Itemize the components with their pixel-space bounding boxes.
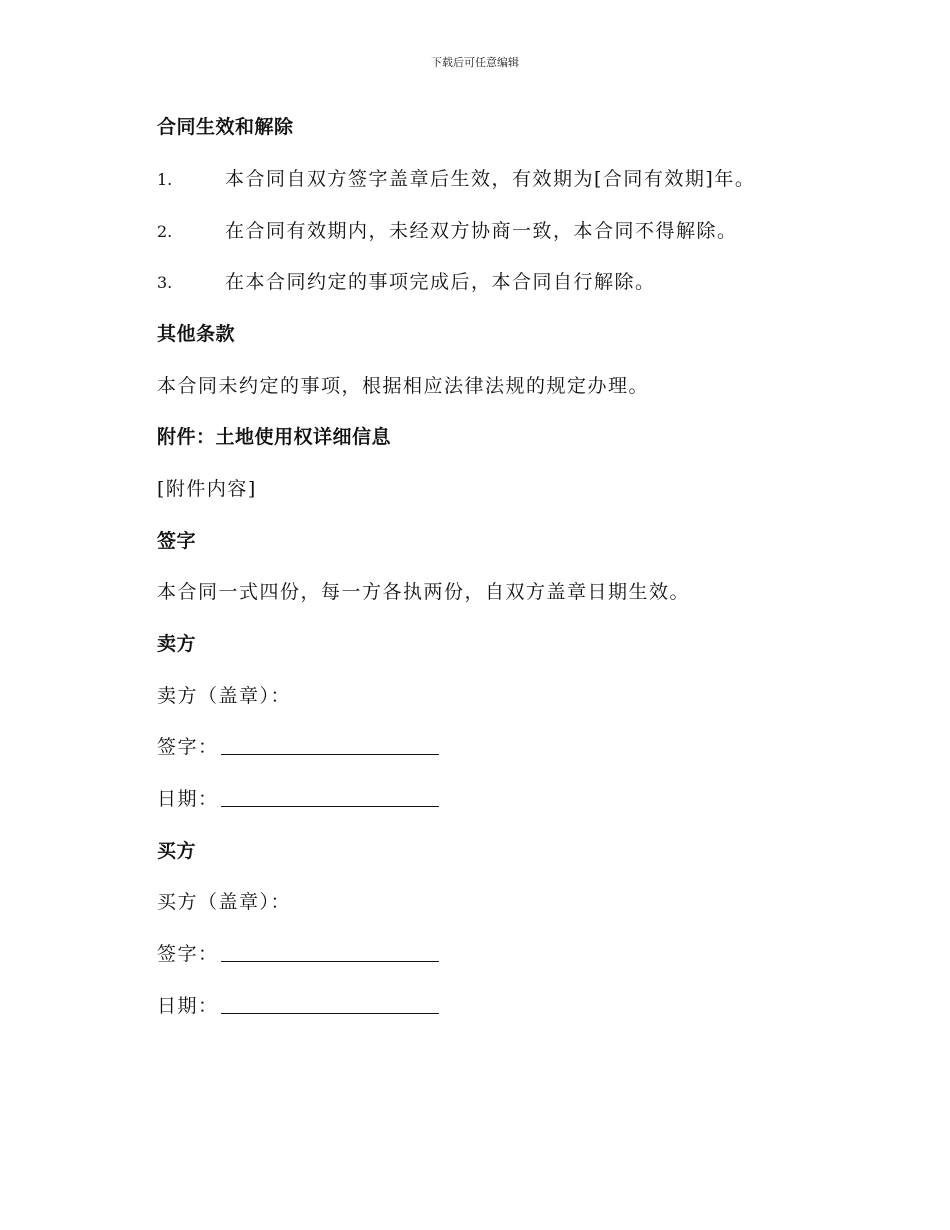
seller-date-label: 日期： xyxy=(157,788,219,810)
section-heading-sign: 签字 xyxy=(157,530,197,552)
seller-signature-row xyxy=(157,734,439,760)
clause-item xyxy=(157,269,656,296)
other-clause-text: 本合同未约定的事项，根据相应法律法规的规定办理。 xyxy=(157,375,650,397)
clause-text: 本合同自双方签字盖章后生效，有效期为[合同有效期]年。 xyxy=(225,168,756,190)
clause-item xyxy=(157,166,755,193)
buyer-date-line[interactable] xyxy=(221,993,439,1014)
header-note: 下载后可任意编辑 xyxy=(431,56,519,69)
buyer-signature-label: 签字： xyxy=(157,943,219,965)
clause-text: 在合同有效期内，未经双方协商一致，本合同不得解除。 xyxy=(225,220,738,242)
attachment-content: [附件内容] xyxy=(157,478,257,500)
seller-date-line[interactable] xyxy=(221,786,439,807)
section-heading-attachment: 附件：土地使用权详细信息 xyxy=(157,426,392,448)
section-heading-other: 其他条款 xyxy=(157,323,236,345)
buyer-signature-row xyxy=(157,941,439,967)
seller-date-row xyxy=(157,786,439,812)
buyer-seal-label: 买方（盖章）： xyxy=(157,891,292,913)
section-heading-seller: 卖方 xyxy=(157,633,197,655)
clause-number: 3. xyxy=(157,273,173,292)
clause-text: 在本合同约定的事项完成后，本合同自行解除。 xyxy=(225,271,656,293)
buyer-date-label: 日期： xyxy=(157,995,219,1017)
clause-number: 2. xyxy=(157,222,173,241)
sign-clause-text: 本合同一式四份，每一方各执两份，自双方盖章日期生效。 xyxy=(157,581,691,603)
buyer-signature-line[interactable] xyxy=(221,941,439,962)
clause-number: 1. xyxy=(157,170,173,189)
seller-signature-line[interactable] xyxy=(221,734,439,755)
clause-item xyxy=(157,218,738,245)
seller-signature-label: 签字： xyxy=(157,736,219,758)
section-heading-effect: 合同生效和解除 xyxy=(157,116,294,138)
seller-seal-label: 卖方（盖章）： xyxy=(157,685,292,707)
buyer-date-row xyxy=(157,993,439,1019)
section-heading-buyer: 买方 xyxy=(157,840,197,862)
